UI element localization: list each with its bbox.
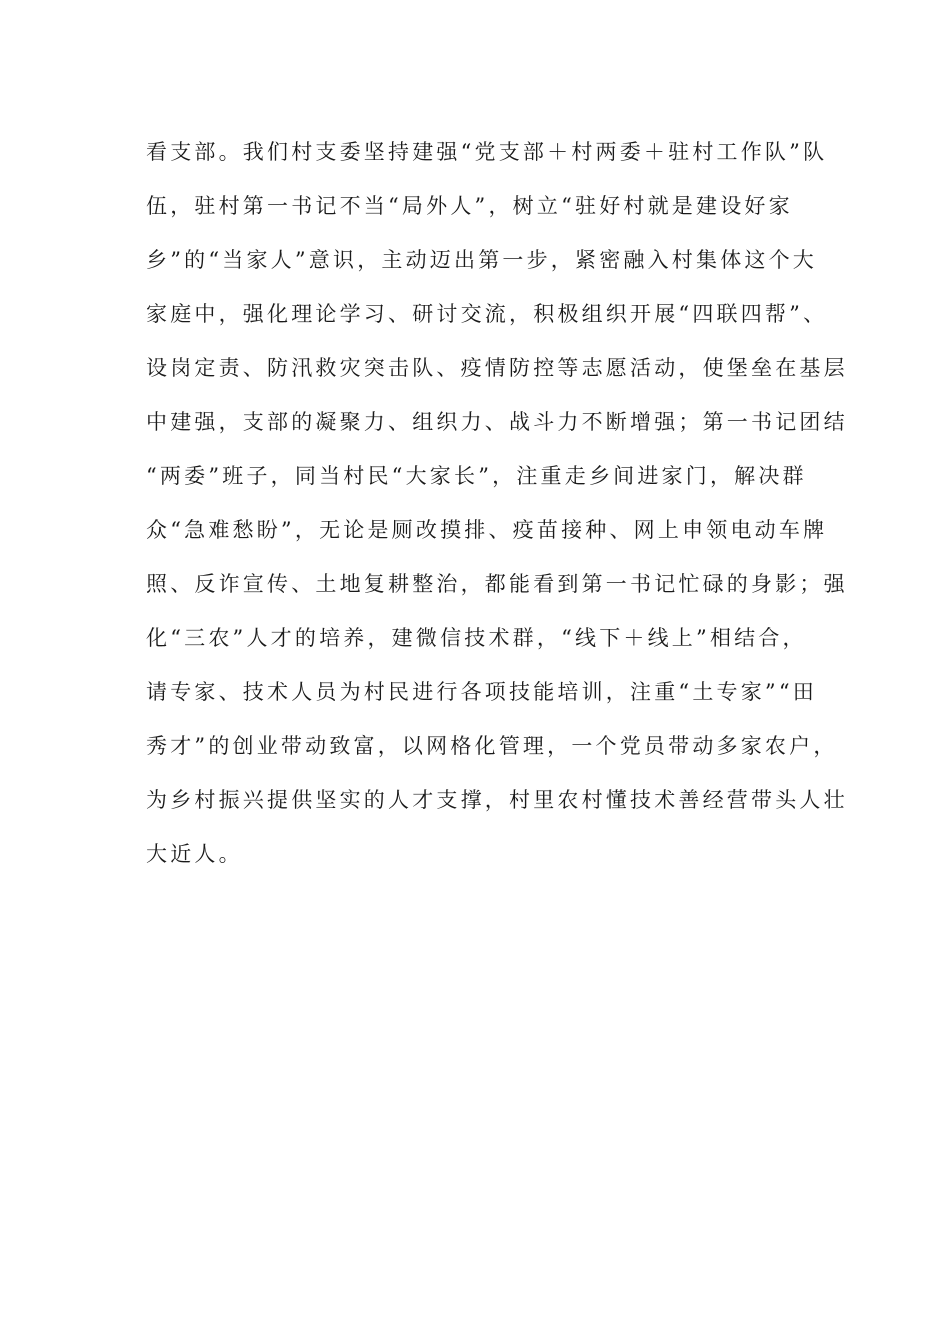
text-line: 中建强，支部的凝聚力、组织力、战斗力不断增强；第一书记团结 <box>146 410 848 434</box>
text-line: 看支部。我们村支委坚持建强“党支部＋村两委＋驻村工作队”队 <box>146 140 828 164</box>
text-line: 照、反诈宣传、土地复耕整治，都能看到第一书记忙碌的身影；强 <box>146 572 848 596</box>
text-line: 设岗定责、防汛救灾突击队、疫情防控等志愿活动，使堡垒在基层 <box>146 356 848 380</box>
text-line: 众“急难愁盼”，无论是厕改摸排、疫苗接种、网上申领电动车牌 <box>146 518 828 542</box>
text-line: 乡”的“当家人”意识，主动迈出第一步，紧密融入村集体这个大 <box>146 248 818 272</box>
text-line: 伍，驻村第一书记不当“局外人”，树立“驻好村就是建设好家 <box>146 194 793 218</box>
text-line: 化“三农”人才的培养，建微信技术群，“线下＋线上”相结合， <box>146 626 807 650</box>
text-line: 请专家、技术人员为村民进行各项技能培训，注重“土专家”“田 <box>146 680 818 704</box>
text-line: 秀才”的创业带动致富，以网格化管理，一个党员带动多家农户， <box>146 734 838 758</box>
text-line: “两委”班子，同当村民“大家长”，注重走乡间进家门，解决群 <box>146 464 807 488</box>
text-line: 大近人。 <box>146 842 243 866</box>
text-line: 家庭中，强化理论学习、研讨交流，积极组织开展“四联四帮”、 <box>146 302 828 326</box>
body-paragraph <box>146 132 848 888</box>
text-line: 为乡村振兴提供坚实的人才支撑，村里农村懂技术善经营带头人壮 <box>146 788 848 812</box>
